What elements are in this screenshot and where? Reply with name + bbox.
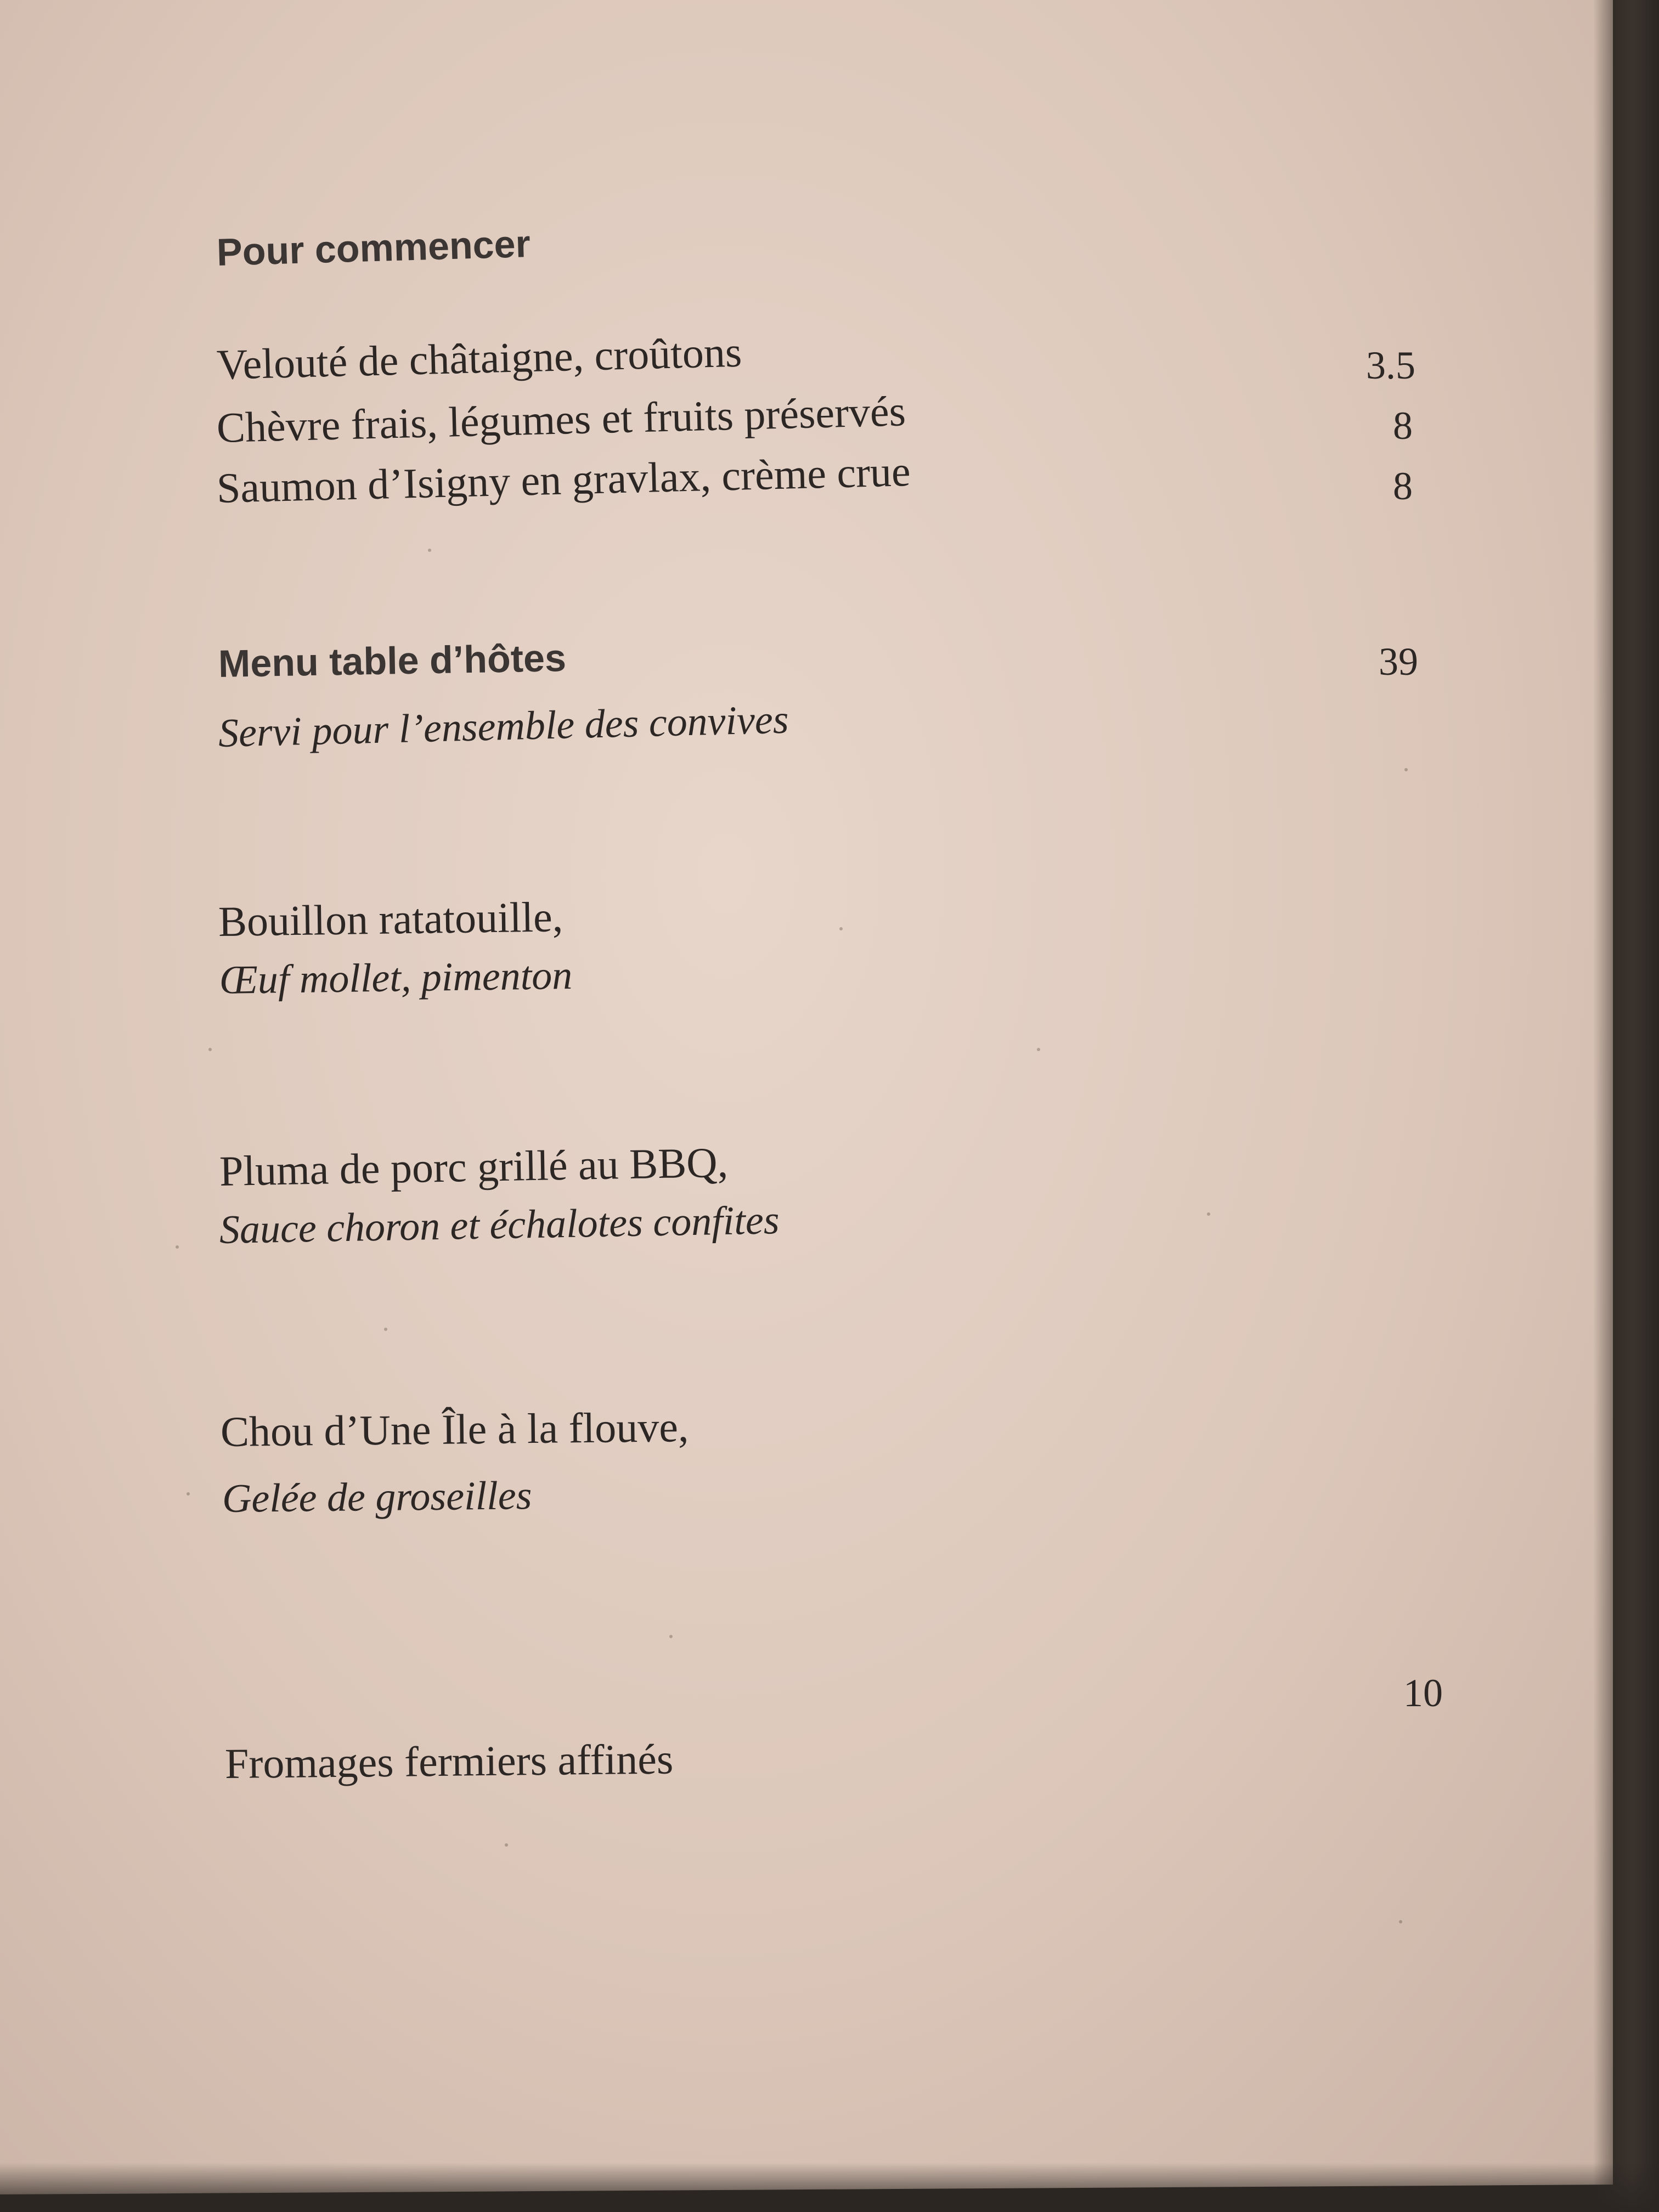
- starter-item-2-price: 8: [1393, 404, 1413, 448]
- course-1-detail: Œuf mollet, pimenton: [219, 953, 573, 1003]
- table-dhotes-heading: Menu table d’hôtes: [218, 636, 567, 685]
- paper-speck: [505, 1843, 508, 1847]
- course-1-name: Bouillon ratatouille,: [218, 893, 563, 945]
- course-3-detail: Gelée de groseilles: [222, 1473, 532, 1521]
- starter-item-2-name: Chèvre frais, légumes et fruits préservés: [216, 387, 906, 452]
- table-dhotes-subtitle: Servi pour l’ensemble des convives: [217, 697, 789, 756]
- cheese-name: Fromages fermiers affinés: [224, 1735, 674, 1787]
- paper-speck: [669, 1635, 673, 1638]
- cheese-price: 10: [1403, 1671, 1443, 1715]
- paper-speck: [1404, 768, 1408, 771]
- paper-speck: [384, 1328, 387, 1331]
- starter-item-1-name: Velouté de châtaigne, croûtons: [216, 328, 743, 388]
- paper-speck: [1399, 1920, 1402, 1923]
- paper-speck: [1037, 1048, 1040, 1051]
- paper-speck: [187, 1492, 190, 1496]
- paper-speck: [428, 549, 431, 552]
- starter-item-3-name: Saumon d’Isigny en gravlax, crème crue: [216, 447, 911, 512]
- paper-speck: [1207, 1212, 1210, 1216]
- paper-speck: [839, 927, 843, 930]
- course-3-name: Chou d’Une Île à la flouve,: [220, 1403, 689, 1455]
- starter-item-3-price: 8: [1393, 464, 1413, 508]
- starters-heading: Pour commencer: [216, 222, 531, 274]
- course-2-detail: Sauce choron et échalotes confites: [219, 1198, 780, 1252]
- starter-item-1-price: 3.5: [1366, 343, 1415, 387]
- paper-speck: [208, 1048, 212, 1051]
- table-dhotes-price: 39: [1379, 640, 1418, 684]
- paper-speck: [176, 1245, 179, 1249]
- course-2-name: Pluma de porc grillé au BBQ,: [219, 1138, 729, 1195]
